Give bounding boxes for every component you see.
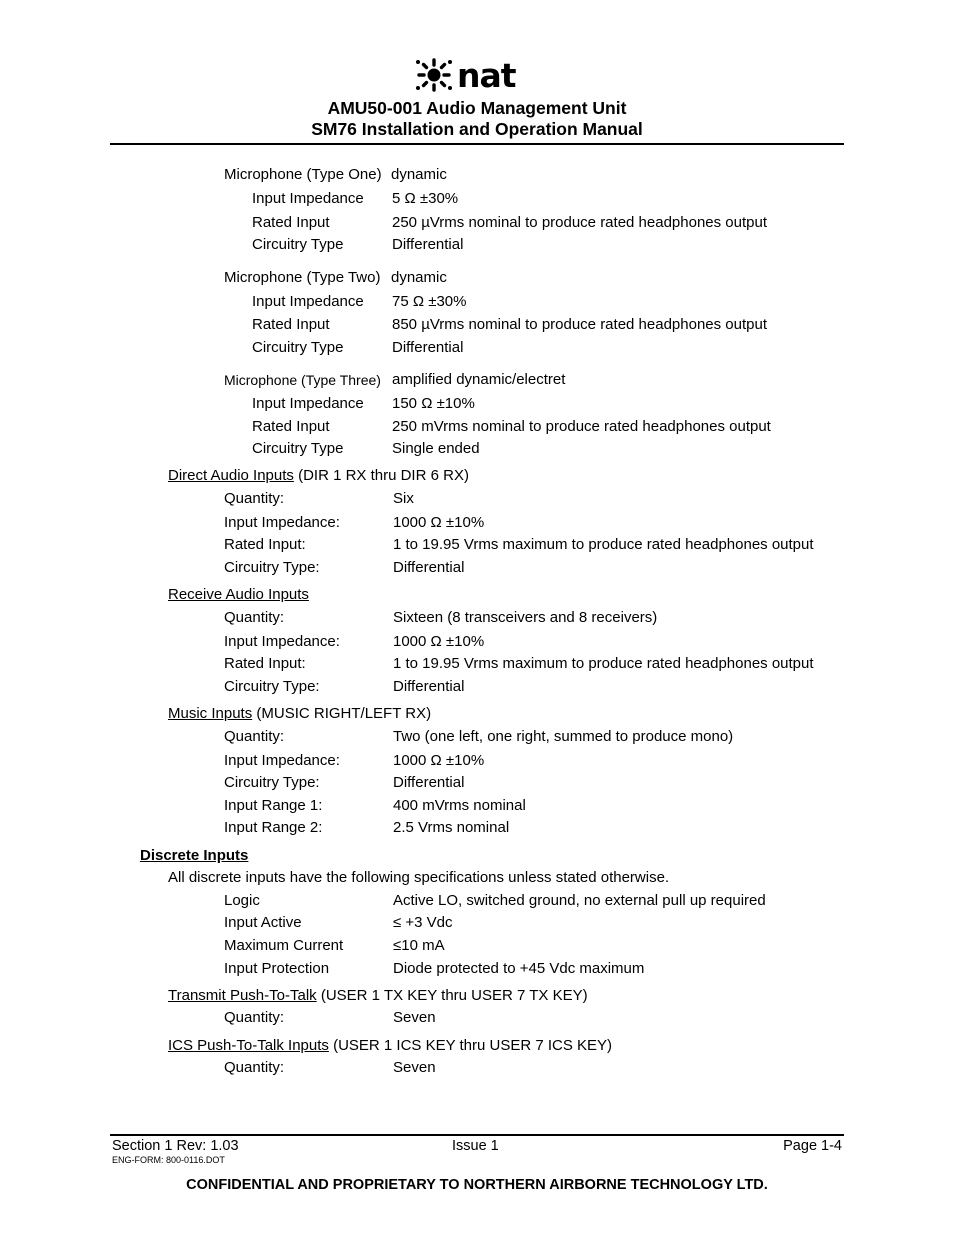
music-range2-value: 2.5 Vrms nominal	[393, 819, 510, 836]
mic1-rated-label: Rated Input	[252, 214, 330, 231]
discrete-protection-label: Input Protection	[224, 960, 330, 977]
transmit-quantity-label: Quantity:	[224, 1009, 285, 1026]
mic2-circuitry-value: Differential	[392, 339, 464, 356]
mic3-heading: Microphone (Type Three)	[224, 372, 381, 388]
mic1-rated-value: 250 µVrms nominal to produce rated headphones output	[392, 214, 767, 231]
footer-page-number: Page 1-4	[783, 1138, 842, 1154]
footer-form-id: ENG-FORM: 800-0116.DOT	[112, 1155, 225, 1165]
nat-star-icon	[416, 60, 452, 90]
discrete-current-label: Maximum Current	[224, 937, 344, 954]
mic3-type-value: amplified dynamic/electret	[392, 371, 566, 388]
discrete-intro: All discrete inputs have the following specifications unless stated otherwise.	[168, 869, 670, 886]
direct-circuitry-label: Circuitry Type:	[224, 559, 320, 576]
mic1-circuitry-label: Circuitry Type	[252, 236, 344, 253]
direct-audio-suffix: (DIR 1 RX thru DIR 6 RX)	[293, 467, 469, 484]
document-title: AMU50-001 Audio Management Unit	[327, 98, 627, 118]
ics-ptt-link: ICS Push-To-Talk Inputs	[168, 1037, 329, 1054]
receive-quantity-value: Sixteen (8 transceivers and 8 receivers)	[393, 609, 658, 626]
nat-logo	[415, 56, 543, 98]
receive-circuitry-value: Differential	[393, 678, 465, 695]
mic1-circuitry-value: Differential	[392, 236, 464, 253]
document-subtitle: SM76 Installation and Operation Manual	[311, 119, 643, 139]
mic1-impedance-label: Input Impedance	[252, 190, 364, 207]
receive-circuitry-label: Circuitry Type:	[224, 678, 320, 695]
music-impedance-label: Input Impedance:	[224, 752, 340, 769]
mic2-rated-value: 850 µVrms nominal to produce rated headphones output	[392, 316, 767, 333]
direct-impedance-value: 1000 Ω ±10%	[393, 514, 485, 531]
transmit-quantity-value: Seven	[393, 1009, 436, 1026]
receive-quantity-label: Quantity:	[224, 609, 285, 626]
direct-rated-label: Rated Input:	[224, 536, 306, 553]
ics-quantity-value: Seven	[393, 1059, 436, 1076]
music-range1-label: Input Range 1:	[224, 797, 323, 814]
direct-circuitry-value: Differential	[393, 559, 465, 576]
header-divider	[110, 143, 844, 145]
discrete-active-value: ≤ +3 Vdc	[393, 914, 453, 931]
confidential-notice: CONFIDENTIAL AND PROPRIETARY TO NORTHERN AIRBORNE TECHNOLOGY LTD.	[186, 1177, 768, 1193]
music-range2-label: Input Range 2:	[224, 819, 323, 836]
mic1-impedance-value: 5 Ω ±30%	[392, 190, 459, 207]
discrete-active-label: Input Active	[224, 914, 302, 931]
direct-rated-value: 1 to 19.95 Vrms maximum to produce rated headphones output	[393, 536, 814, 553]
ics-ptt-suffix: (USER 1 ICS KEY thru USER 7 ICS KEY)	[328, 1037, 613, 1054]
receive-rated-label: Rated Input:	[224, 655, 306, 672]
ics-quantity-label: Quantity:	[224, 1059, 285, 1076]
mic1-type-value: dynamic	[391, 166, 447, 183]
music-inputs-suffix: (MUSIC RIGHT/LEFT RX)	[252, 705, 432, 722]
transmit-ptt-link: Transmit Push-To-Talk	[168, 987, 317, 1004]
discrete-logic-value: Active LO, switched ground, no external pull up required	[393, 892, 766, 909]
mic3-circuitry-value: Single ended	[392, 440, 480, 457]
transmit-ptt-heading	[168, 987, 588, 1005]
ics-ptt-heading	[168, 1037, 612, 1055]
nat-logo-text: nat	[457, 56, 516, 95]
receive-audio-heading: Receive Audio Inputs	[168, 586, 309, 603]
mic2-heading: Microphone (Type Two)	[224, 269, 381, 286]
footer-section: Section 1 Rev: 1.03	[112, 1138, 239, 1154]
mic3-circuitry-label: Circuitry Type	[252, 440, 344, 457]
direct-quantity-label: Quantity:	[224, 490, 285, 507]
receive-impedance-value: 1000 Ω ±10%	[393, 633, 485, 650]
direct-quantity-value: Six	[393, 490, 414, 507]
music-inputs-heading	[168, 705, 431, 723]
mic3-rated-value: 250 mVrms nominal to produce rated headphones output	[392, 418, 771, 435]
receive-impedance-label: Input Impedance:	[224, 633, 340, 650]
mic2-type-value: dynamic	[391, 269, 447, 286]
mic3-impedance-value: 150 Ω ±10%	[392, 395, 475, 412]
music-circuitry-label: Circuitry Type:	[224, 774, 320, 791]
mic2-impedance-label: Input Impedance	[252, 293, 364, 310]
mic2-circuitry-label: Circuitry Type	[252, 339, 344, 356]
discrete-current-value: ≤10 mA	[393, 937, 445, 954]
mic3-rated-label: Rated Input	[252, 418, 330, 435]
direct-impedance-label: Input Impedance:	[224, 514, 340, 531]
music-quantity-label: Quantity:	[224, 728, 285, 745]
direct-audio-link: Direct Audio Inputs	[168, 467, 294, 484]
music-quantity-value: Two (one left, one right, summed to produce mono)	[393, 728, 734, 745]
transmit-ptt-suffix: (USER 1 TX KEY thru USER 7 TX KEY)	[316, 987, 588, 1004]
mic3-impedance-label: Input Impedance	[252, 395, 364, 412]
footer-issue: Issue 1	[452, 1138, 499, 1154]
music-inputs-link: Music Inputs	[168, 705, 253, 722]
mic1-heading: Microphone (Type One)	[224, 166, 382, 183]
discrete-inputs-heading: Discrete Inputs	[140, 847, 249, 864]
discrete-logic-label: Logic	[224, 892, 260, 909]
mic2-rated-label: Rated Input	[252, 316, 330, 333]
music-circuitry-value: Differential	[393, 774, 465, 791]
receive-rated-value: 1 to 19.95 Vrms maximum to produce rated headphones output	[393, 655, 814, 672]
mic2-impedance-value: 75 Ω ±30%	[392, 293, 467, 310]
music-range1-value: 400 mVrms nominal	[393, 797, 526, 814]
footer-divider	[110, 1134, 844, 1136]
discrete-protection-value: Diode protected to +45 Vdc maximum	[393, 960, 645, 977]
direct-audio-heading	[168, 467, 469, 485]
music-impedance-value: 1000 Ω ±10%	[393, 752, 485, 769]
